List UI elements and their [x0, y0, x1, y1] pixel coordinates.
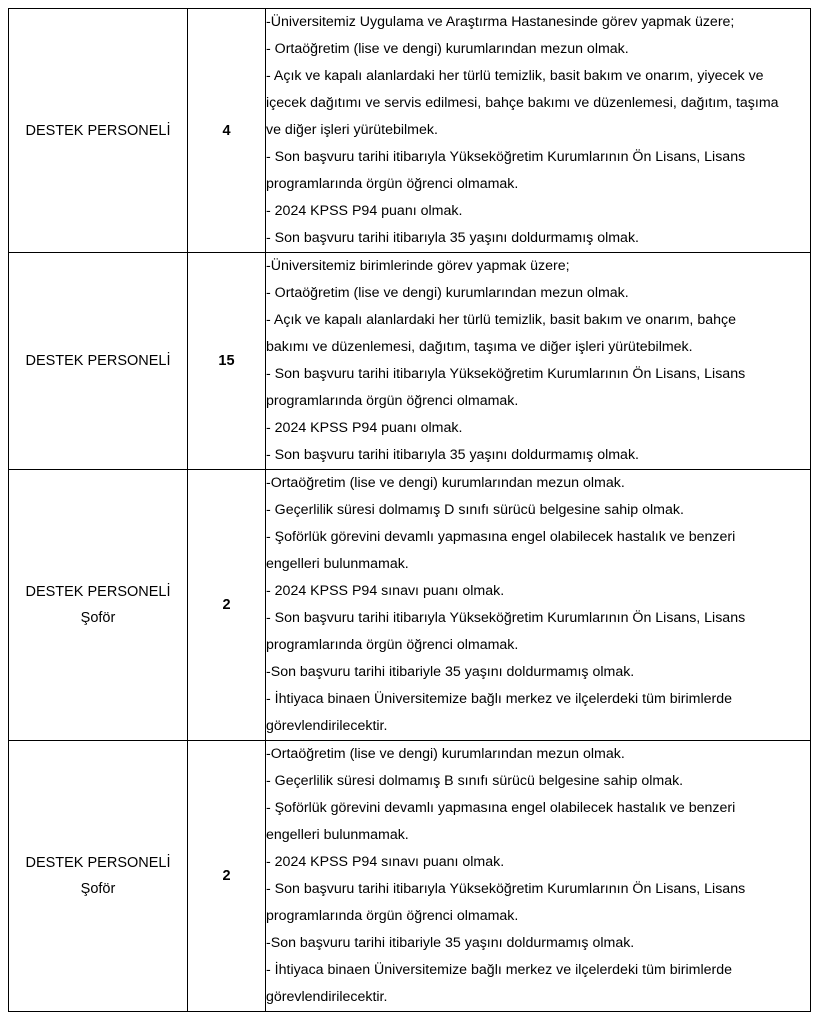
position-title-cell [9, 9, 188, 253]
position-title: DESTEK PERSONELİ [25, 353, 171, 369]
position-title-cell [9, 741, 188, 1012]
position-count: 4 [188, 9, 266, 253]
position-title-cell [9, 253, 188, 470]
table-row [9, 9, 811, 253]
requirement-line: - Son başvuru tarihi itibarıyla Yükseköğretim Kurumlarının Ön Lisans, Lisans [266, 149, 746, 165]
requirement-line: - Geçerlilik süresi dolmamış B sınıfı sürücü belgesine sahip olmak. [266, 773, 684, 789]
requirement-line: bakımı ve düzenlemesi, dağıtım, taşıma ve diğer işleri yürütebilmek. [266, 339, 693, 355]
requirements-cell [266, 470, 811, 741]
requirement-line: -Üniversitemiz Uygulama ve Araştırma Hastanesinde görev yapmak üzere; [266, 14, 735, 30]
requirement-line: - Ortaöğretim (lise ve dengi) kurumlarından mezun olmak. [266, 41, 629, 57]
requirement-line: görevlendirilecektir. [266, 989, 388, 1005]
requirement-line: - 2024 KPSS P94 puanı olmak. [266, 420, 463, 436]
position-count: 2 [188, 470, 266, 741]
requirement-line: -Son başvuru tarihi itibariyle 35 yaşını doldurmamış olmak. [266, 935, 635, 951]
table-row [9, 741, 811, 1012]
position-subtitle: Şoför [80, 881, 116, 897]
requirement-line: -Ortaöğretim (lise ve dengi) kurumlarından mezun olmak. [266, 746, 625, 762]
requirement-line: -Son başvuru tarihi itibariyle 35 yaşını doldurmamış olmak. [266, 664, 635, 680]
requirement-line: -Ortaöğretim (lise ve dengi) kurumlarından mezun olmak. [266, 475, 625, 491]
position-count: 2 [188, 741, 266, 1012]
requirement-line: ve diğer işleri yürütebilmek. [266, 122, 438, 138]
requirement-line: - Son başvuru tarihi itibarıyla Yükseköğretim Kurumlarının Ön Lisans, Lisans [266, 881, 746, 897]
requirement-line: programlarında örgün öğrenci olmamak. [266, 176, 519, 192]
requirement-line: programlarında örgün öğrenci olmamak. [266, 637, 519, 653]
requirement-line: - 2024 KPSS P94 sınavı puanı olmak. [266, 583, 505, 599]
requirement-line: - Son başvuru tarihi itibarıyla Yükseköğretim Kurumlarının Ön Lisans, Lisans [266, 366, 746, 382]
requirements-cell [266, 741, 811, 1012]
requirement-line: - Son başvuru tarihi itibarıyla Yükseköğretim Kurumlarının Ön Lisans, Lisans [266, 610, 746, 626]
requirement-line: - Geçerlilik süresi dolmamış D sınıfı sürücü belgesine sahip olmak. [266, 502, 684, 518]
requirement-line: içecek dağıtımı ve servis edilmesi, bahçe bakımı ve düzenlemesi, dağıtım, taşıma [266, 95, 779, 111]
requirement-line: programlarında örgün öğrenci olmamak. [266, 393, 519, 409]
requirement-line: - Açık ve kapalı alanlardaki her türlü temizlik, basit bakım ve onarım, bahçe [266, 312, 736, 328]
requirements-cell [266, 253, 811, 470]
requirement-line: - Son başvuru tarihi itibarıyla 35 yaşını doldurmamış olmak. [266, 230, 639, 246]
requirement-line: - Şoförlük görevini devamlı yapmasına engel olabilecek hastalık ve benzeri [266, 529, 736, 545]
position-count: 15 [188, 253, 266, 470]
requirement-line: -Üniversitemiz birimlerinde görev yapmak üzere; [266, 258, 570, 274]
position-title: DESTEK PERSONELİ [25, 855, 171, 871]
requirement-line: engelleri bulunmamak. [266, 827, 409, 843]
requirement-line: - Açık ve kapalı alanlardaki her türlü temizlik, basit bakım ve onarım, yiyecek ve [266, 68, 764, 84]
position-subtitle: Şoför [80, 610, 116, 626]
requirement-line: engelleri bulunmamak. [266, 556, 409, 572]
requirements-cell [266, 9, 811, 253]
requirement-line: programlarında örgün öğrenci olmamak. [266, 908, 519, 924]
requirement-line: - İhtiyaca binaen Üniversitemize bağlı merkez ve ilçelerdeki tüm birimlerde [266, 691, 733, 707]
position-title: DESTEK PERSONELİ [25, 122, 171, 139]
requirement-line: görevlendirilecektir. [266, 718, 388, 734]
positions-table-body [9, 9, 811, 1012]
requirement-line: - 2024 KPSS P94 sınavı puanı olmak. [266, 854, 505, 870]
positions-table [8, 8, 811, 1012]
table-row [9, 470, 811, 741]
position-title: DESTEK PERSONELİ [25, 584, 171, 600]
requirement-line: - Şoförlük görevini devamlı yapmasına engel olabilecek hastalık ve benzeri [266, 800, 736, 816]
requirement-line: - 2024 KPSS P94 puanı olmak. [266, 203, 463, 219]
requirement-line: - Ortaöğretim (lise ve dengi) kurumlarından mezun olmak. [266, 285, 629, 301]
table-row [9, 253, 811, 470]
requirement-line: - Son başvuru tarihi itibarıyla 35 yaşını doldurmamış olmak. [266, 447, 639, 463]
position-title-cell [9, 470, 188, 741]
requirement-line: - İhtiyaca binaen Üniversitemize bağlı merkez ve ilçelerdeki tüm birimlerde [266, 962, 733, 978]
